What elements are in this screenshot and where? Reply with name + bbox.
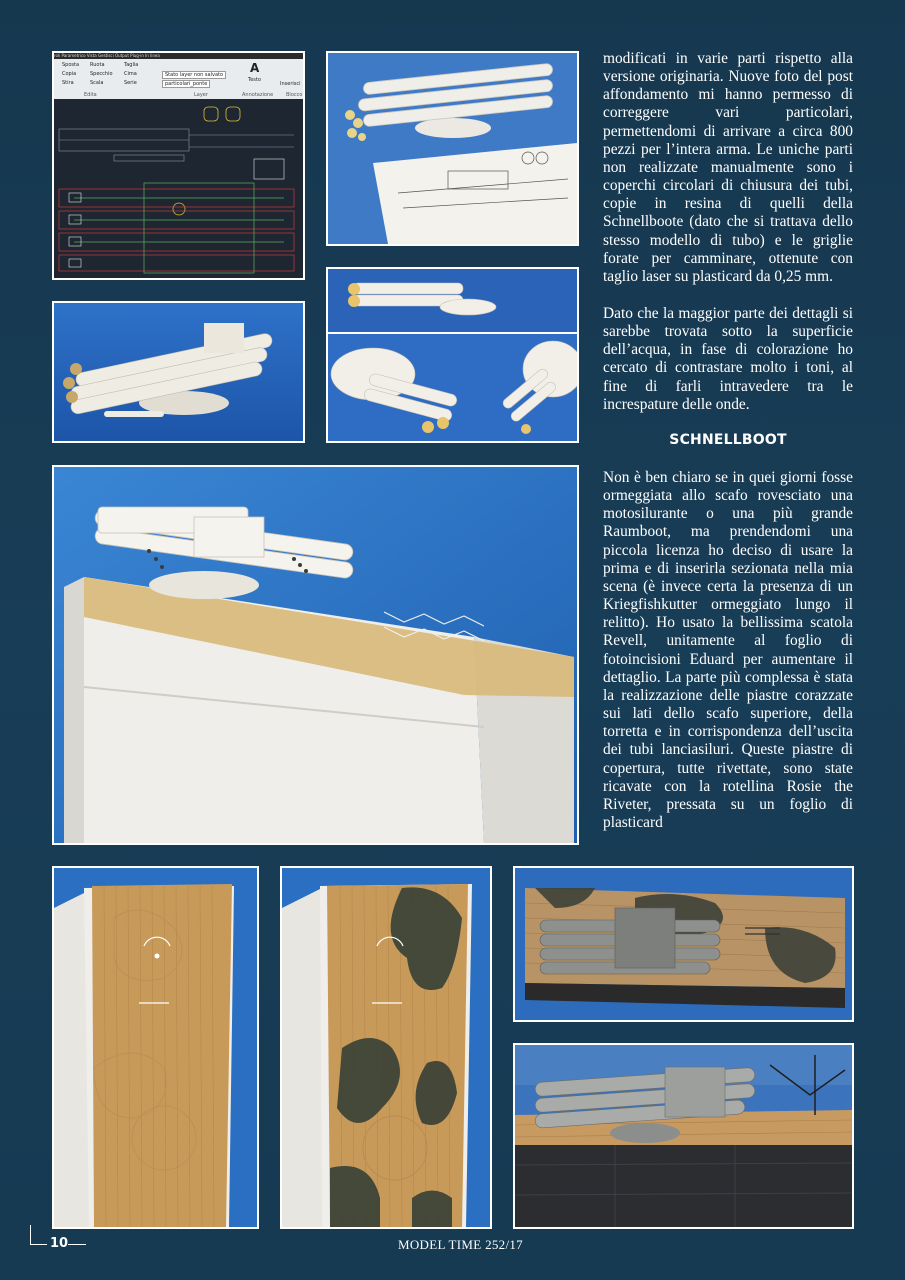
cad-ribbon xyxy=(54,59,303,99)
section-heading-schnellboot: SCHNELLBOOT xyxy=(669,432,787,448)
cad-tool-specchio: Specchio xyxy=(90,71,113,77)
cad-insert-tool: Inserisci xyxy=(280,81,301,87)
article-paragraph-1: modificati in varie parti rispetto alla versione originaria. Nuove foto del post affondamento mi hanno permesso di correggere vari particolari, permettendomi di arrivare a circa 800 pezzi per l’intera arma. Le uniche parti non realizzate manualmente sono i coperchi circolari di chiusura dei tubi, copie in resina di quelli della Schnellboote (dato che si trattava dello stesso modello di tubo) e le griglie forate per camminare, ottenute con taglio laser su plasticard da 0,25 mm. xyxy=(603,50,853,285)
cad-panel-blocco: Blocco xyxy=(286,92,303,98)
cad-text-tool: Testo xyxy=(248,77,261,83)
folio-vertical-line xyxy=(30,1225,31,1245)
cad-layer-state: Stato layer non salvato xyxy=(162,71,226,79)
cad-tool-copia: Copia xyxy=(62,71,77,77)
cad-tool-stira: Stira xyxy=(62,80,74,86)
running-footer: MODEL TIME 252/17 xyxy=(398,1237,523,1252)
cad-panel-edita: Edita xyxy=(84,92,97,98)
cad-text-icon: A xyxy=(250,61,260,75)
cad-drawing-area xyxy=(54,99,303,278)
photo-deck-plain xyxy=(52,866,259,1229)
photo-assembled-mount xyxy=(52,301,305,443)
cad-tool-sposta: Sposta xyxy=(62,62,80,68)
cad-panel-annotazione: Annotazione xyxy=(242,92,274,98)
cad-layer-name: particolari_ponte xyxy=(162,80,210,88)
photo-gray-mount-camo-deck xyxy=(513,866,854,1022)
folio-horizontal-line-right xyxy=(68,1244,86,1245)
article-paragraph-2: Dato che la maggior parte dei dettagli si sarebbe trovata sotto la superficie dell’acqua, in fase di colorazione ho cercato di contrastare molto i toni, al fine di farli intravedere tra le increspature delle onde. xyxy=(603,305,853,413)
cad-tool-scala: Scala xyxy=(90,80,104,86)
photo-deck-camouflage xyxy=(280,866,492,1229)
photo-resin-tubes-plans xyxy=(326,51,579,246)
page-number: 10 xyxy=(50,1236,69,1251)
cad-panel-layer: Layer xyxy=(194,92,208,98)
photo-mount-on-deck xyxy=(52,465,579,845)
cad-tool-cima: Cima xyxy=(124,71,137,77)
folio-horizontal-line-left xyxy=(30,1244,47,1245)
cad-menu-bar: roli Parametrico Vista Gestisci Output Plug-in In linea xyxy=(54,53,303,59)
photo-hull-scene xyxy=(513,1043,854,1229)
cad-tool-taglia: Taglia xyxy=(124,62,139,68)
photo-cad-drawing xyxy=(52,51,305,280)
cad-tool-ruota: Ruota xyxy=(90,62,105,68)
article-paragraph-3: Non è ben chiaro se in quei giorni fosse ormeggiata allo scafo rovesciato una motosilurante o una più grande Raumboot, ma prendendomi una piccola licenza ho deciso di usare la prima e di inserirla sezionata nella mia scena (è invece certa la presenza di un Kriegfishkutter ormeggiato lungo il relitto). Ho usato la bellissima scatola Revell, unitamente al foglio di fotoincisioni Eduard per aumentare il dettaglio. La parte più complessa è stata la realizzazione delle piastre corazzate sui lati dello scafo superiore, della torretta e in corrispondenza dell’uscita dei tubi lanciasiluri. Queste piastre di copertura, tutte rivettate, sono state ricavate con la rotellina Rosie the Riveter, pressata su un foglio di plasticard xyxy=(603,469,853,831)
photo-mount-details xyxy=(326,267,579,443)
cad-tool-serie: Serie xyxy=(124,80,137,86)
